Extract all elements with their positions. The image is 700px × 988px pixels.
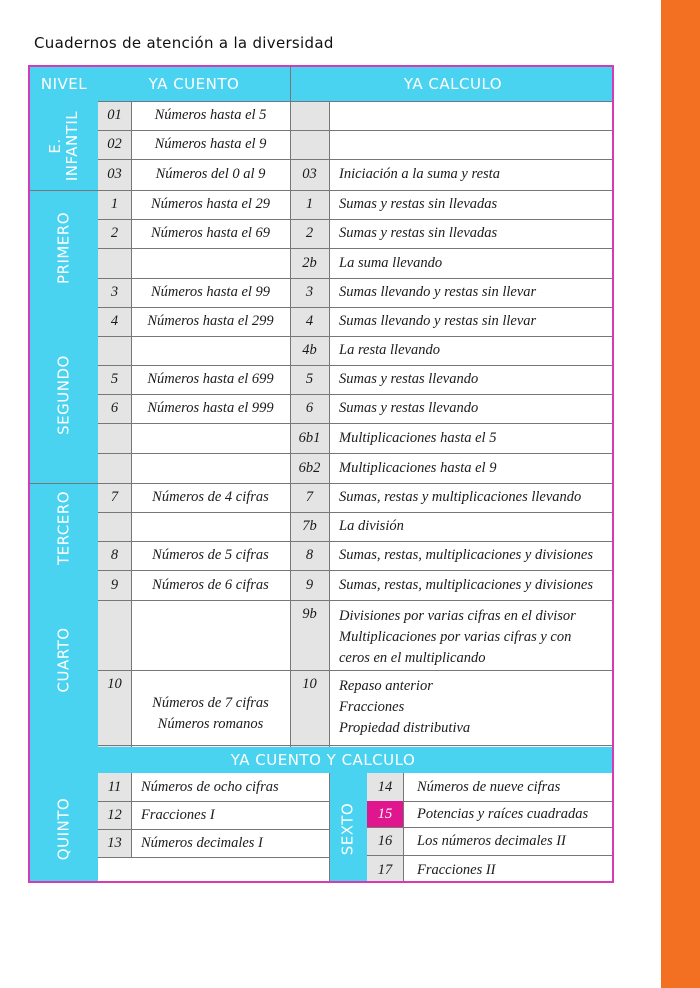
calculo-text: Sumas, restas y multiplicaciones llevando <box>339 489 582 505</box>
calculo-number: 1 <box>305 196 314 212</box>
calculo-text: La división <box>339 518 404 534</box>
sexto-text: Potencias y raíces cuadradas <box>417 805 589 822</box>
cuento-text: Números de 5 cifras <box>152 547 269 563</box>
level-quinto-label: QUINTO <box>54 797 73 861</box>
quinto-number: 13 <box>107 834 122 851</box>
calculo-number: 3 <box>305 284 314 300</box>
calculo-number: 2 <box>305 225 314 241</box>
divider <box>403 773 404 883</box>
cuento-text: Números de 4 cifras <box>152 489 269 505</box>
calculo-number: 03 <box>302 166 317 182</box>
calculo-text: Sumas, restas, multiplicaciones y divisiones <box>339 547 593 563</box>
calculo-text: Sumas y restas llevando <box>339 400 479 416</box>
row-divider <box>98 857 329 858</box>
cuento-number: 03 <box>107 166 122 182</box>
sexto-text: Los números decimales II <box>417 832 566 849</box>
level-segundo-label: SEGUNDO <box>54 354 73 435</box>
cuento-number: 2 <box>110 225 119 241</box>
calculo-number: 9 <box>305 576 314 593</box>
cuento-text-line: Números de 7 cifras <box>152 694 269 711</box>
calculo-text: Sumas y restas sin llevadas <box>339 225 498 241</box>
calculo-number: 6b1 <box>298 429 321 446</box>
cuento-text: Números hasta el 5 <box>154 107 267 123</box>
cuento-number: 5 <box>110 371 119 387</box>
calculo-text: Iniciación a la suma y resta <box>339 166 500 182</box>
header-ya-calculo: YA CALCULO <box>290 67 614 101</box>
sexto-number: 14 <box>377 778 393 795</box>
cuento-text: Números de 6 cifras <box>152 576 269 593</box>
level-tercero-label: TERCERO <box>54 490 73 565</box>
calculo-number: 7b <box>302 518 317 534</box>
sexto-number: 16 <box>377 832 393 849</box>
quinto-text: Números de ocho cifras <box>141 778 279 795</box>
calculo-text: Sumas llevando y restas sin llevar <box>339 284 537 300</box>
quinto-number: 11 <box>107 778 122 795</box>
cuento-text-line: Números romanos <box>157 715 264 732</box>
calculo-text: Multiplicaciones hasta el 9 <box>339 459 497 476</box>
calculo-text: Sumas y restas sin llevadas <box>339 196 498 212</box>
cuento-text: Números hasta el 9 <box>154 136 267 152</box>
calculo-text: Sumas, restas, multiplicaciones y divisiones <box>339 576 593 593</box>
sexto-number: 15 <box>367 801 403 827</box>
bottom-rows <box>30 67 614 883</box>
quinto-text: Fracciones I <box>141 806 215 823</box>
level-infantil-line2: INFANTIL <box>63 110 81 181</box>
calculo-number: 4 <box>305 313 314 329</box>
calculo-text-line: ceros en el multiplicando <box>339 650 486 666</box>
calculo-number: 6 <box>305 400 314 416</box>
quinto-number: 12 <box>107 806 122 823</box>
calculo-number: 7 <box>305 489 314 505</box>
cuento-number: 6 <box>110 400 119 416</box>
orange-side-bar <box>661 0 700 988</box>
cuento-text: Números hasta el 699 <box>147 371 274 387</box>
calculo-text-line: Multiplicaciones por varias cifras y con <box>339 629 572 645</box>
cuento-number: 7 <box>110 489 119 505</box>
cuento-text: Números hasta el 999 <box>147 400 274 416</box>
cuento-text: Números hasta el 299 <box>147 313 274 329</box>
level-cuarto-label: CUARTO <box>54 626 73 693</box>
level-infantil-line1: E. <box>46 137 64 154</box>
cuento-text: Números hasta el 29 <box>150 196 271 212</box>
header-ya-cuento-y-calculo: YA CUENTO Y CALCULO <box>30 747 614 773</box>
level-primero-label: PRIMERO <box>54 211 73 285</box>
calculo-text: La suma llevando <box>339 254 443 271</box>
header-nivel: NIVEL <box>30 67 98 101</box>
header-ya-cuento: YA CUENTO <box>98 67 290 101</box>
divider <box>329 773 330 883</box>
calculo-text-line: Propiedad distributiva <box>339 720 471 736</box>
cuento-number: 02 <box>107 136 122 152</box>
curriculum-table <box>28 65 614 883</box>
calculo-text: La resta llevando <box>339 342 440 358</box>
cuento-number: 3 <box>110 284 119 300</box>
calculo-text: Sumas llevando y restas sin llevar <box>339 313 537 329</box>
calculo-number: 10 <box>302 676 317 692</box>
divider <box>131 773 132 857</box>
sexto-number: 17 <box>377 861 393 878</box>
sexto-text: Números de nueve cifras <box>417 778 561 795</box>
sexto-text: Fracciones II <box>417 861 496 878</box>
cuento-text: Números del 0 al 9 <box>155 166 266 182</box>
calculo-text: Sumas y restas llevando <box>339 371 479 387</box>
calculo-number: 2b <box>302 254 317 271</box>
calculo-text-line: Fracciones <box>339 699 405 715</box>
cuento-text: Números hasta el 99 <box>150 284 271 300</box>
calculo-number: 8 <box>305 547 314 563</box>
doc-title: Cuadernos de atención a la diversidad <box>34 34 334 52</box>
cuento-number: 9 <box>110 576 119 593</box>
calculo-text-line: Divisiones por varias cifras en el divisor <box>339 608 576 624</box>
calculo-number: 4b <box>302 342 317 358</box>
cuento-number: 10 <box>107 676 122 692</box>
calculo-text: Multiplicaciones hasta el 5 <box>339 429 497 446</box>
quinto-text: Números decimales I <box>141 834 263 851</box>
cuento-number: 4 <box>110 313 119 329</box>
calculo-number: 5 <box>305 371 314 387</box>
cuento-number: 01 <box>107 107 122 123</box>
calculo-number: 6b2 <box>298 459 321 476</box>
cuento-number: 1 <box>110 196 119 212</box>
level-sexto-label: SEXTO <box>338 802 357 856</box>
calculo-number: 9b <box>302 606 317 622</box>
calculo-text-line: Repaso anterior <box>339 678 433 694</box>
cuento-number: 8 <box>110 547 119 563</box>
cuento-text: Números hasta el 69 <box>150 225 271 241</box>
